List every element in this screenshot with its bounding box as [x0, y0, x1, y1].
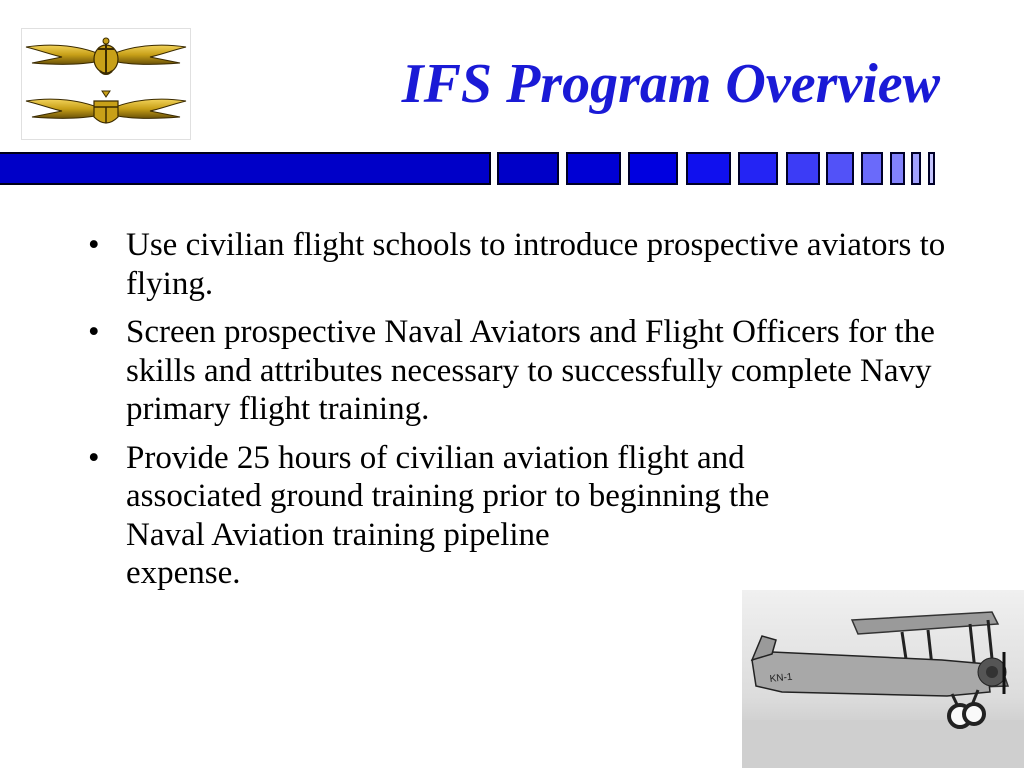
- decorative-bar-block: [911, 152, 921, 185]
- bullet-list: [88, 226, 968, 603]
- decorative-bar-block: [786, 152, 820, 185]
- decorative-bar-block: [738, 152, 778, 185]
- bullet-text-line: expense.: [126, 555, 241, 591]
- aircraft-marking: KN-1: [769, 671, 793, 685]
- naval-wings-logo: [21, 28, 191, 140]
- bullet-text-line: Provide 25 hours of civilian aviation flight and: [126, 439, 745, 476]
- bullet-text: Screen prospective Naval Aviators and Flight Officers for the skills and attributes necessary to successfully complete Navy primary flight training.: [126, 314, 935, 427]
- bullet-symbol: •: [88, 439, 100, 476]
- decorative-bar-block: [566, 152, 621, 185]
- bullet-symbol: •: [88, 227, 100, 263]
- bullet-item: [88, 439, 968, 593]
- decorative-bar-main: [0, 152, 491, 185]
- decorative-bar-block: [628, 152, 678, 185]
- aviator-wings-icon: [22, 85, 190, 137]
- decorative-bar-block: [826, 152, 854, 185]
- biplane-photo: [742, 590, 1024, 768]
- decorative-bar-block: [890, 152, 905, 185]
- aviator-wings-icon: [22, 31, 190, 83]
- decorative-bar-block: [861, 152, 883, 185]
- decorative-bar-block: [686, 152, 731, 185]
- bullet-text-line: Naval Aviation training pipeline: [126, 516, 550, 553]
- biplane-illustration: [742, 590, 1024, 768]
- decorative-bar-block: [928, 152, 935, 185]
- bullet-text: Use civilian flight schools to introduce prospective aviators to flying.: [126, 227, 946, 302]
- bullet-item: [88, 313, 968, 429]
- bullet-symbol: •: [88, 314, 100, 350]
- slide-title: IFS Program Overview: [401, 53, 940, 115]
- decorative-bar-block: [497, 152, 559, 185]
- bullet-text-line: associated ground training prior to beginning the: [126, 478, 770, 514]
- bullet-item: [88, 226, 968, 303]
